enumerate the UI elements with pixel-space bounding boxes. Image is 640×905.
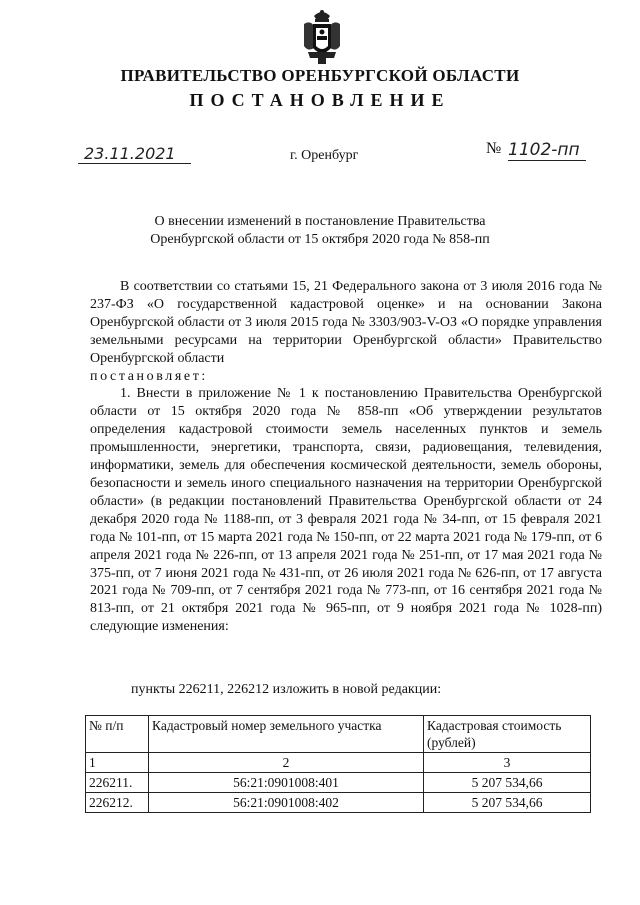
column-number: 1 [86, 753, 149, 773]
points-paragraph: пункты 226211, 226212 изложить в новой редакции: [131, 682, 442, 697]
header-cadastral-value: Кадастровая стоимость (рублей) [424, 716, 591, 753]
preamble-paragraph: В соответствии со статьями 15, 21 Федерального закона от 3 июля 2016 года № 237-ФЗ «О государственной кадастровой оценке» и на основании Закона Оренбургской области от 3 июля 2015 года № 3303/903-V-ОЗ «О порядке управления земельными ресурсами на территории Оренбургской области» Правительство Оренбургской области [90, 279, 602, 366]
cadastral-value: 5 207 534,66 [424, 793, 591, 813]
table-column-number-row [86, 753, 591, 773]
document-body [90, 278, 602, 636]
table-row [86, 773, 591, 793]
subject-line-1: О внесении изменений в постановление Правительства [154, 214, 486, 229]
cadastral-table [85, 715, 591, 813]
header-number: № п/п [86, 716, 149, 753]
cadastral-value: 5 207 534,66 [424, 773, 591, 793]
column-number: 2 [149, 753, 424, 773]
row-number: 226211. [86, 773, 149, 793]
document-number: 1102-пп [508, 140, 586, 161]
row-number: 226212. [86, 793, 149, 813]
column-number: 3 [424, 753, 591, 773]
table-header-row [86, 716, 591, 753]
number-label: № [486, 140, 502, 157]
document-date: 23.11.2021 [78, 144, 191, 164]
decides-word: постановляет: [90, 368, 208, 384]
orenburg-coat-of-arms-icon [300, 8, 344, 66]
document-type: ПОСТАНОВЛЕНИЕ [189, 90, 451, 110]
item-1-paragraph: 1. Внести в приложение № 1 к постановлению Правительства Оренбургской области от 15 октября 2020 года № 858-пп «Об утверждении результатов определения кадастровой стоимости земель населенных пунктов и земель промышленности, энергетики, транспорта, связи, радиовещания, телевидения, информатики, земель для обеспечения космической деятельности, земель обороны, безопасности и земель иного специального назначения на территории Оренбургской области» (в редакции постановлений Правительства Оренбургской области от 24 декабря 2020 года № 1188-пп, от 3 февраля 2021 года № 34-пп, от 15 февраля 2021 года № 101-пп, от 15 марта 2021 года № 150-пп, от 22 марта 2021 года № 179-пп, от 6 апреля 2021 года № 226-пп, от 13 апреля 2021 года № 251-пп, от 17 мая 2021 года № 375-пп, от 7 июня 2021 года № 431-пп, от 26 июля 2021 года № 626-пп, от 17 августа 2021 года № 709-пп, от 7 сентября 2021 года № 773-пп, от 16 сентября 2021 года № 813-пп, от 21 октября 2021 года № 965-пп, от 9 ноября 2021 года № 1028-пп) следующие изменения: [90, 386, 602, 635]
table-row [86, 793, 591, 813]
document-subject [100, 213, 540, 249]
cadastral-number: 56:21:0901008:402 [149, 793, 424, 813]
header-cadastral-number: Кадастровый номер земельного участка [149, 716, 424, 753]
government-title: ПРАВИТЕЛЬСТВО ОРЕНБУРГСКОЙ ОБЛАСТИ [120, 66, 520, 85]
subject-line-2: Оренбургской области от 15 октября 2020 года № 858-пп [150, 232, 490, 247]
document-city: г. Оренбург [290, 148, 359, 163]
cadastral-number: 56:21:0901008:401 [149, 773, 424, 793]
